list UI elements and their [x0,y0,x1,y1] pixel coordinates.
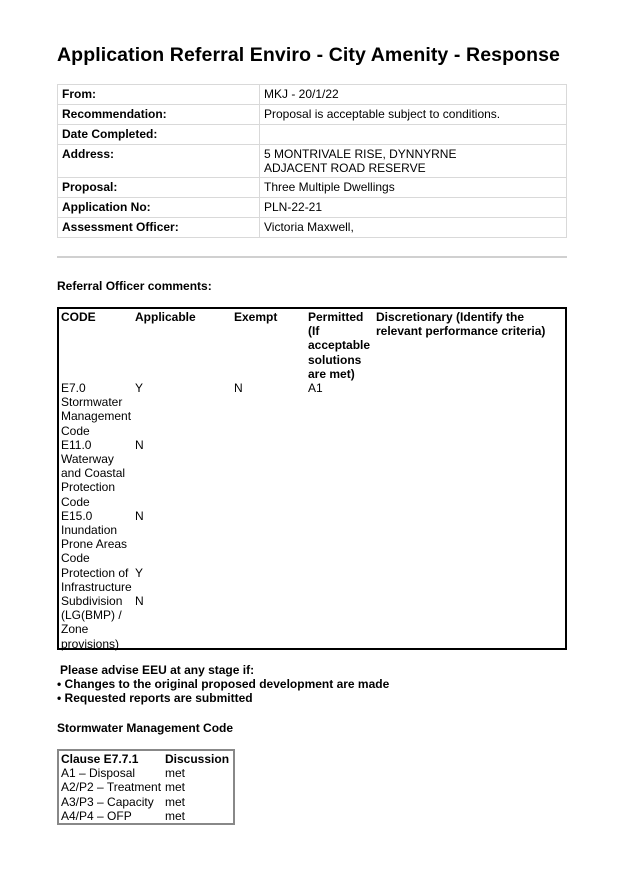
clause-table-header [59,751,233,766]
exempt-cell [232,594,306,651]
stormwater-heading: Stormwater Management Code [57,721,234,735]
permitted-cell [306,594,374,651]
exempt-cell [232,438,306,509]
applicable-cell: N [135,508,144,523]
applicable-cell: N [135,437,144,452]
info-value [260,125,567,145]
info-row-date-completed [58,125,567,145]
table-row [59,566,565,594]
info-label: Application No: [58,198,260,218]
advice-item [57,677,389,691]
info-value: Three Multiple Dwellings [260,178,567,198]
permitted-cell: A1 [308,381,323,396]
info-value: Victoria Maxwell, [260,218,567,238]
advice-item [57,691,389,705]
clause-table [57,749,235,825]
table-row [59,438,565,509]
info-row-from [58,85,567,105]
info-label: Assessment Officer: [58,218,260,238]
info-label: Proposal: [58,178,260,198]
advice-intro: Please advise EEU at any stage if: [60,663,255,677]
code-cell: Protection of Infrastructure [61,565,132,594]
discretionary-cell [374,438,565,509]
clause-cell: A1 – Disposal [61,766,136,781]
info-value: Proposal is acceptable subject to conditions. [260,105,567,125]
permitted-cell [306,438,374,509]
permitted-cell [306,509,374,566]
table-row [59,795,233,809]
code-cell: Subdivision (LG(BMP) / Zone provisions) [61,594,123,651]
info-row-assessment-officer [58,218,567,238]
header-discretionary: Discretionary (Identify the relevant performance criteria) [376,310,546,339]
header-permitted: Permitted (If acceptable solutions are met) [308,310,371,381]
info-label: From: [58,85,260,105]
address-line-2: ADJACENT ROAD RESERVE [264,161,426,175]
info-row-proposal [58,178,567,198]
discussion-cell: met [165,794,186,809]
info-row-address [58,145,567,178]
discretionary-cell [374,566,565,594]
discretionary-cell [374,594,565,651]
clause-cell: A4/P4 – OFP [61,808,132,823]
header-exempt: Exempt [234,310,278,324]
applicable-cell: N [135,594,144,609]
exempt-cell [232,509,306,566]
advice-notes [57,663,389,706]
discretionary-cell [374,381,565,438]
header-applicable: Applicable [135,310,196,324]
page-title: Application Referral Enviro - City Amenity - Response [57,44,561,66]
bullet-glyph: • [57,691,62,706]
info-row-recommendation [58,105,567,125]
info-label: Address: [58,145,260,178]
discretionary-cell [374,509,565,566]
discussion-cell: met [165,766,186,781]
header-clause: Clause E7.7.1 [61,752,139,766]
section-divider [57,256,567,258]
advice-text: Changes to the original proposed development are made [64,677,390,692]
bullet-glyph: • [57,677,62,692]
application-info-table [57,84,567,238]
clause-cell: A2/P2 – Treatment [61,780,162,795]
info-label: Recommendation: [58,105,260,125]
table-row [59,809,233,823]
permitted-cell [306,566,374,594]
code-assessment-table [57,307,567,650]
referral-comments-heading: Referral Officer comments: [57,279,212,293]
clause-cell: A3/P3 – Capacity [61,794,154,809]
exempt-cell [232,566,306,594]
code-cell: E15.0 Inundation Prone Areas Code [61,508,128,566]
exempt-cell: N [234,381,243,396]
info-value: MKJ - 20/1/22 [260,85,567,105]
table-row [59,766,233,780]
info-row-application-no [58,198,567,218]
table-row [59,509,565,566]
code-cell: E7.0 Stormwater Management Code [61,381,132,438]
info-value [260,145,567,178]
discussion-cell: met [165,808,186,823]
header-code: CODE [61,310,96,324]
applicable-cell: Y [135,565,144,580]
table-row [59,594,565,651]
applicable-cell: Y [135,381,144,396]
info-value: PLN-22-21 [260,198,567,218]
code-cell: E11.0 Waterway and Coastal Protection Code [61,437,126,509]
discussion-cell: met [165,780,186,795]
header-discussion: Discussion [165,752,230,766]
code-table-header [59,309,565,381]
address-line-1: 5 MONTRIVALE RISE, DYNNYRNE [264,147,457,161]
table-row [59,780,233,794]
table-row [59,381,565,438]
info-label: Date Completed: [58,125,260,145]
advice-text: Requested reports are submitted [64,691,253,706]
